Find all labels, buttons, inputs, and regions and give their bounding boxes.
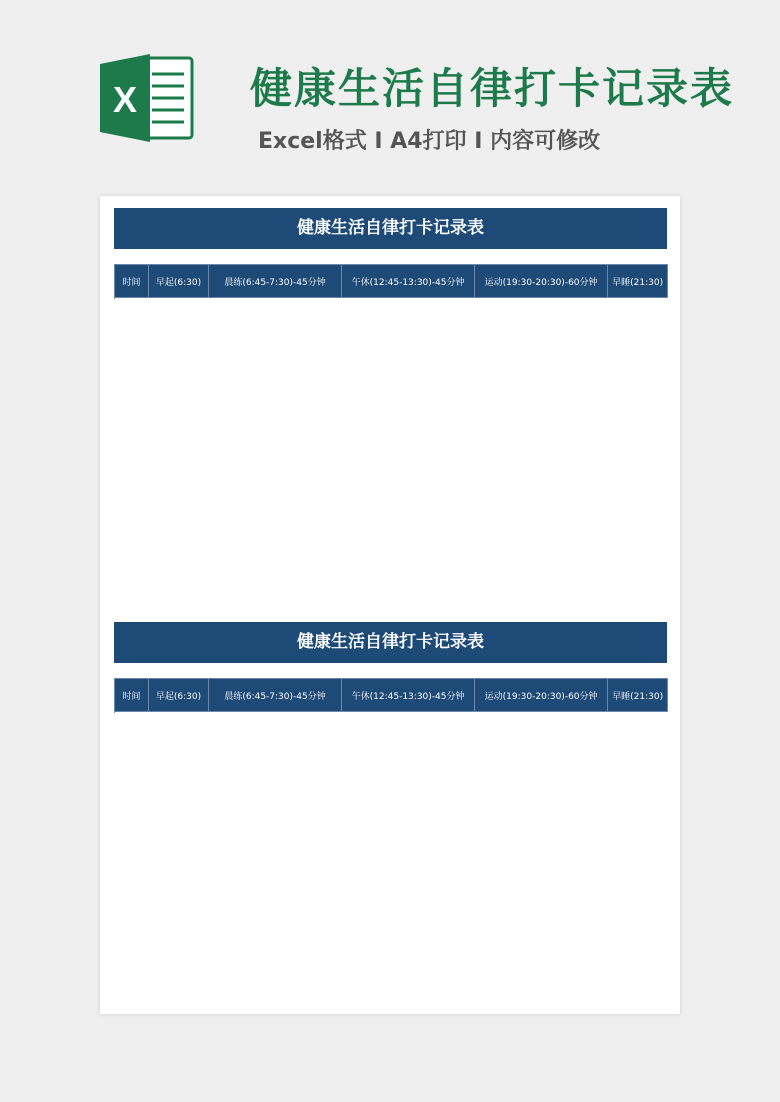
- sheet-title: 健康生活自律打卡记录表: [114, 208, 667, 249]
- header-early-rise: 早起(6:30): [149, 265, 209, 298]
- header-time: 时间: [115, 265, 149, 298]
- header-morning-exercise: 晨练(6:45-7:30)-45分钟: [209, 265, 342, 298]
- header-early-sleep: 早睡(21:30): [608, 679, 668, 712]
- header-exercise: 运动(19:30-20:30)-60分钟: [475, 679, 608, 712]
- checkin-table: [114, 678, 668, 712]
- sheet-2: [114, 622, 667, 712]
- header-early-sleep: 早睡(21:30): [608, 265, 668, 298]
- sheet-1: [114, 208, 667, 298]
- document-sheet: [100, 196, 680, 1014]
- logo-letter: X: [112, 79, 138, 120]
- page-title: 健康生活自律打卡记录表: [250, 64, 735, 113]
- header-time: 时间: [115, 679, 149, 712]
- header-exercise: 运动(19:30-20:30)-60分钟: [475, 265, 608, 298]
- checkin-table: [114, 264, 668, 298]
- header-nap: 午休(12:45-13:30)-45分钟: [342, 679, 475, 712]
- header-nap: 午休(12:45-13:30)-45分钟: [342, 265, 475, 298]
- header-morning-exercise: 晨练(6:45-7:30)-45分钟: [209, 679, 342, 712]
- sheet-title: 健康生活自律打卡记录表: [114, 622, 667, 663]
- excel-logo-icon: [100, 50, 196, 146]
- page-subtitle: Excel格式 Ⅰ A4打印 Ⅰ 内容可修改: [258, 129, 601, 154]
- header-early-rise: 早起(6:30): [149, 679, 209, 712]
